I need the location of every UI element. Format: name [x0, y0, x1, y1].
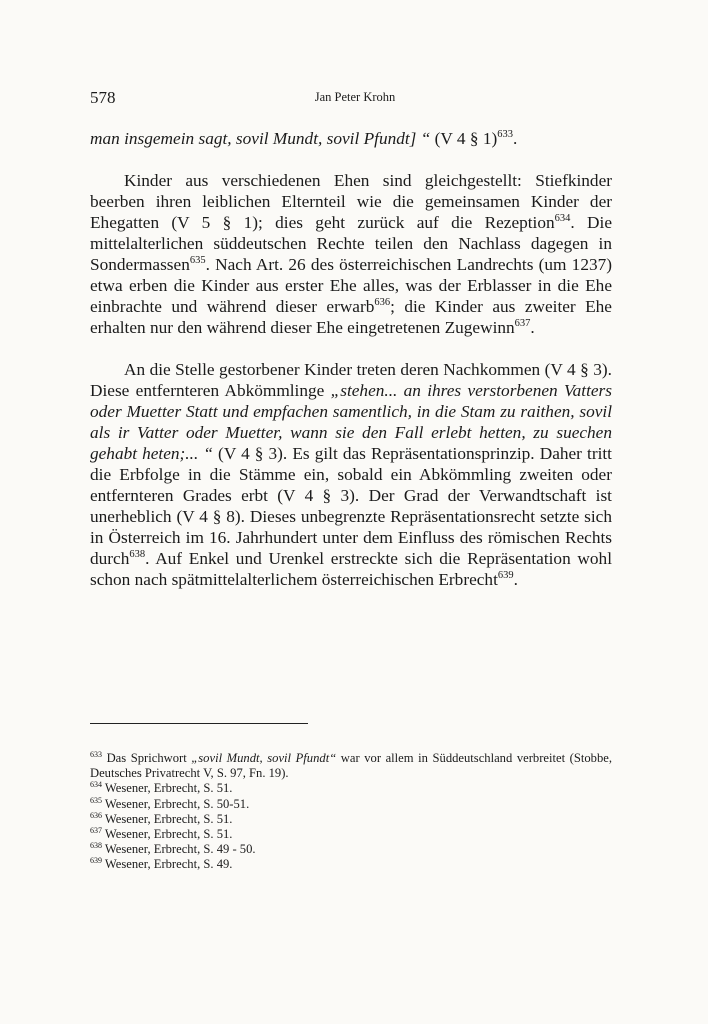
footnote — [90, 812, 612, 827]
text-run: An die Stelle gestorbener Kinder treten deren Nachkommen (V 4 § 3). Diese entfernteren Abkömmlinge — [90, 360, 612, 400]
footnote-italic: „sovil Mundt, sovil Pfundt“ — [191, 751, 337, 765]
footnote-number: 635 — [90, 795, 102, 805]
footnote-ref[interactable]: 639 — [497, 570, 514, 581]
footnote — [90, 751, 612, 781]
text-run: . — [513, 570, 518, 589]
footnote-number: 637 — [90, 826, 102, 836]
footnote-ref[interactable]: 637 — [514, 318, 531, 329]
paragraph-representation — [90, 359, 612, 590]
footnote — [90, 797, 612, 812]
running-head: Jan Peter Krohn — [314, 90, 396, 104]
footnote-text: Wesener, Erbrecht, S. 51. — [102, 827, 233, 842]
footnote-ref[interactable]: 638 — [129, 549, 146, 560]
footnote-text: Wesener, Erbrecht, S. 49 - 50. — [102, 842, 256, 857]
text-run: . Die mittelalterlichen süddeutschen Rechte teilen den Nachlass dagegen in Sondermassen — [90, 213, 613, 274]
footnote-text: Wesener, Erbrecht, S. 49. — [102, 857, 233, 872]
page-number: 578 — [90, 88, 116, 107]
page-header — [90, 88, 620, 108]
text-run: . Auf Enkel und Urenkel erstreckte sich die Repräsentation wohl schon nach spätmittelalterlichem österreichischen Erbrecht — [90, 549, 612, 589]
footnote — [90, 842, 612, 857]
footnote-number: 638 — [90, 841, 102, 851]
footnote-text: Wesener, Erbrecht, S. 51. — [102, 811, 233, 826]
paragraph-continued — [90, 128, 612, 149]
paragraph-spacer — [90, 149, 612, 170]
footnote-ref[interactable]: 633 — [497, 129, 513, 140]
text-run: (V 4 § 1) — [430, 129, 498, 148]
footnote-text: Wesener, Erbrecht, S. 51. — [102, 781, 233, 796]
footnote-text: Das Sprichwort — [102, 751, 192, 765]
footnote-number: 639 — [90, 856, 102, 866]
footnote-ref[interactable]: 634 — [554, 213, 571, 224]
text-run: . — [530, 318, 535, 337]
footnote — [90, 827, 612, 842]
text-run: . Nach Art. 26 des österreichischen Landrechts (um 1237) etwa erben die Kinder aus erster Ehe alles, was der Erblasser in die Ehe einbrachte und während dieser erwarb — [90, 255, 612, 316]
paragraph-spacer — [90, 338, 612, 359]
footnote-text: war vor allem in Süddeutschland verbreitet (Stobbe, Deutsches Privatrecht V, S. 97, Fn. 19). — [90, 751, 612, 781]
footnote — [90, 781, 612, 796]
footnote-ref[interactable]: 636 — [374, 297, 391, 308]
paragraph-stepchildren — [90, 170, 612, 338]
text-run: (V 4 § 3). Es gilt das Repräsentationsprinzip. Daher tritt die Erbfolge in die Stämme ein, sobald ein Abkömmling zweiten oder entfernteren Grades erbt (V 4 § 3). Der Grad der Verwandtschaft ist unerheblich (V 4 § 8). Dieses unbegrenzte Repräsentationsrecht setzte sich in Österreich im 16. Jahrhundert unter dem Einfluss des römischen Rechts durch — [90, 444, 612, 568]
footnote-ref[interactable]: 635 — [189, 255, 206, 266]
text-run: Kinder aus verschiedenen Ehen sind gleichgestellt: Stiefkinder beerben ihren leiblichen Elternteil wie die gemeinsamen Kinder der Ehegatten (V 5 § 1); dies geht zurück auf die Rezeption — [90, 171, 612, 232]
footnote-number: 636 — [90, 810, 102, 820]
footnote-number: 633 — [90, 750, 102, 759]
footnote-text: Wesener, Erbrecht, S. 50-51. — [102, 796, 250, 811]
quote-italic: man insgemein sagt, sovil Mundt, sovil Pfundt] “ — [90, 129, 431, 148]
text-run: ; die Kinder aus zweiter Ehe erhalten nur den während dieser Ehe eingetretenen Zugewinn — [90, 297, 612, 337]
footnote-number: 634 — [90, 780, 102, 790]
footnotes — [90, 751, 612, 873]
footnote — [90, 857, 612, 872]
main-text — [90, 128, 612, 590]
quote-italic: „stehen... an ihres verstorbenen Vatters oder Muetter Statt und empfachen samentlich, in die Stam zu raithen, sovil als ir Vatter oder Muetter, wann sie den Fall erlebt hetten, zu suechen gehabt heten;... “ — [90, 381, 612, 463]
text-run: . — [512, 129, 518, 148]
footnote-divider — [90, 723, 308, 724]
